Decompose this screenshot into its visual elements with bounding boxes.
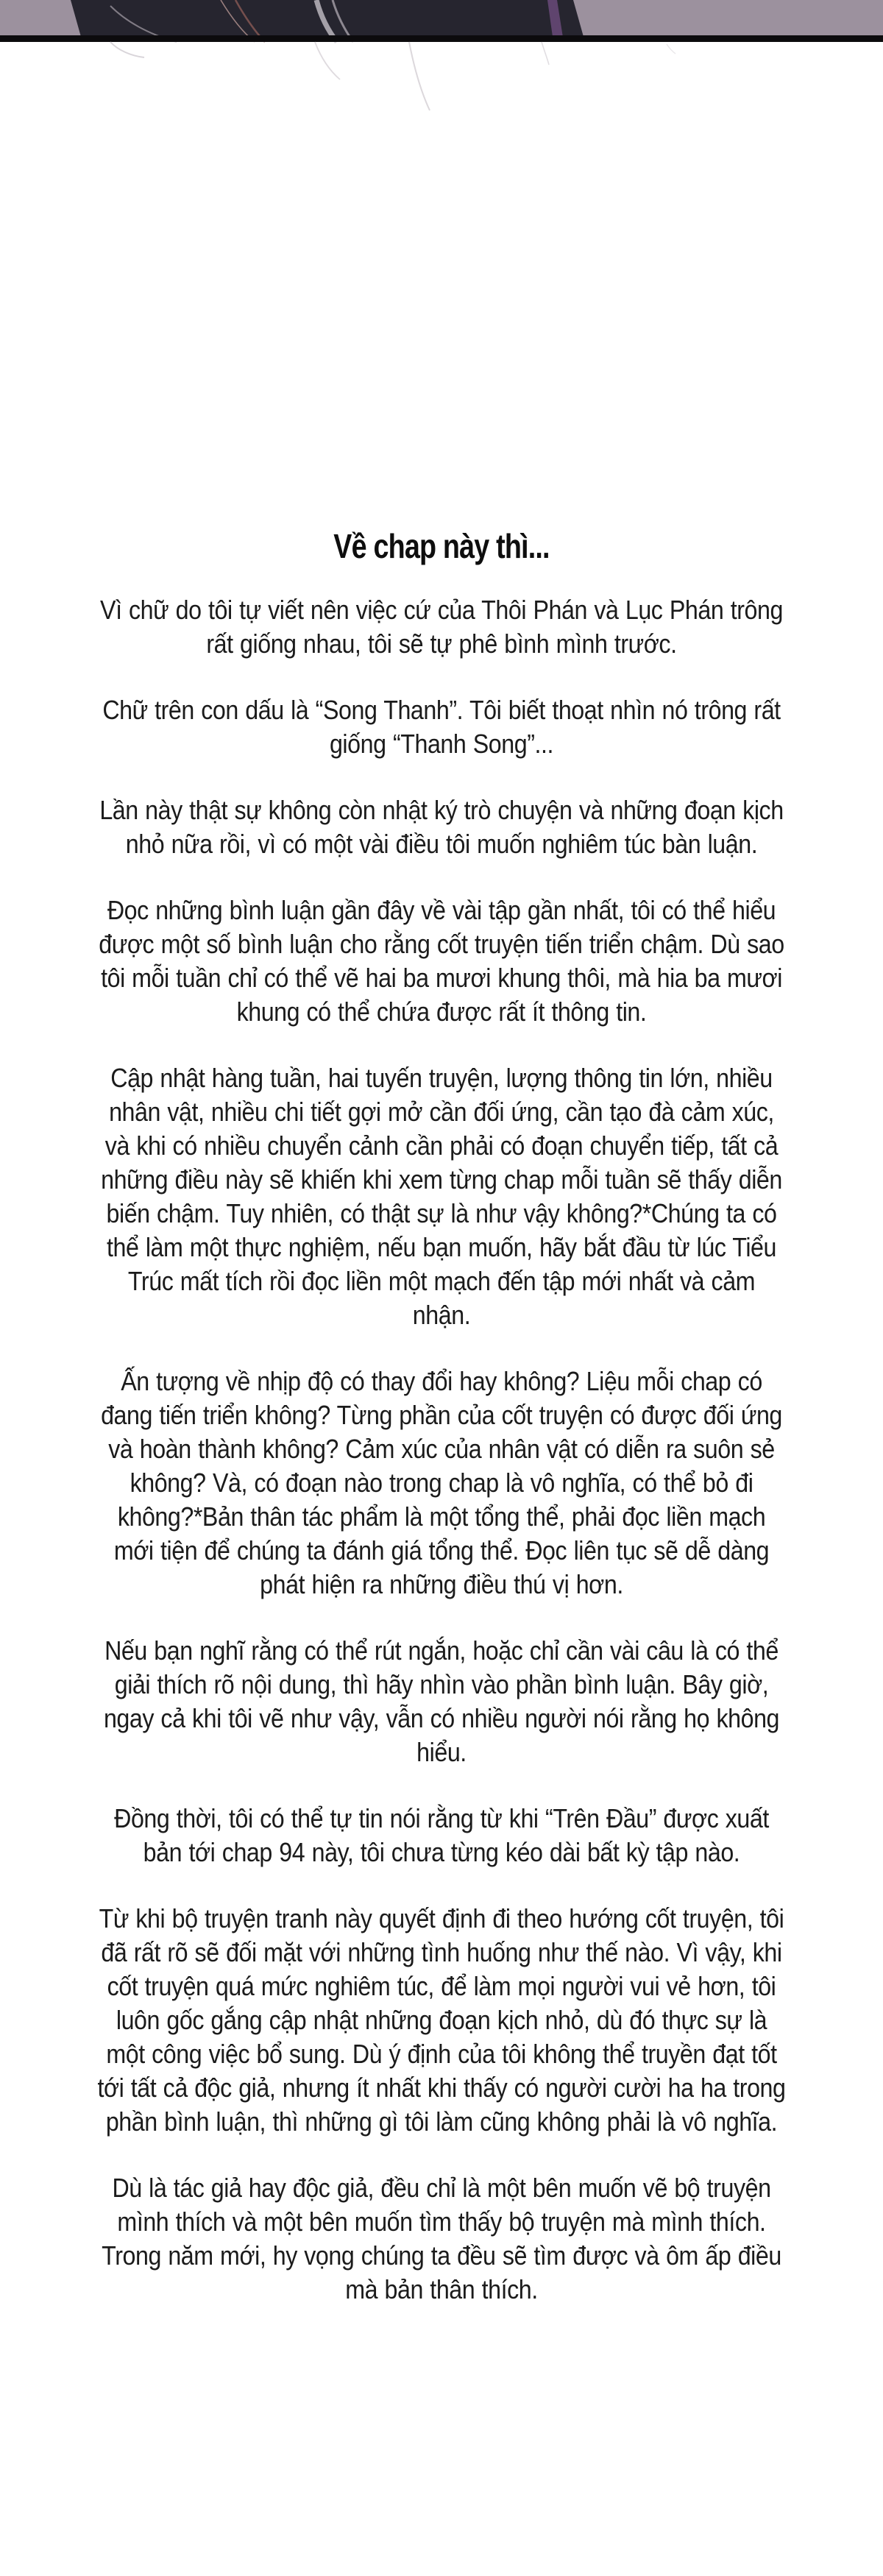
panel-divider [0, 35, 883, 42]
afterword-paragraph-1: Vì chữ do tôi tự viết nên việc cứ của Thôi Phán và Lục Phán trông rất giống nhau, tôi sẽ tự phê bình mình trước. [100, 595, 783, 659]
comic-panel-artwork [0, 0, 883, 140]
author-afterword [0, 527, 883, 2339]
afterword-paragraph-3: Lần này thật sự không còn nhật ký trò chuyện và những đoạn kịch nhỏ nữa rồi, vì có một vài điều tôi muốn nghiêm túc bàn luận. [99, 795, 784, 859]
afterword-paragraph-6: Ấn tượng về nhịp độ có thay đổi hay không? Liệu mỗi chap có đang tiến triển không? Từng phần của cốt truyện có được đối ứng và hoàn thành không? Cảm xúc của nhân vật có diễn ra suôn sẻ không? Và, có đoạn nào trong chap là vô nghĩa, có thể bỏ đi không?*Bản thân tác phẩm là một tổng thể, phải đọc liền mạch mới tiện để chúng ta đánh giá tổng thể. Đọc liên tục sẽ dễ dàng phát hiện ra những điều thú vị hơn. [101, 1366, 782, 1599]
afterword-paragraph-7: Nếu bạn nghĩ rằng có thể rút ngắn, hoặc chỉ cần vài câu là có thể giải thích rõ nội dung, thì hãy nhìn vào phần bình luận. Bây giờ, ngay cả khi tôi vẽ như vậy, vẫn có nhiều người nói rằng họ không hiểu. [103, 1635, 780, 1767]
afterword-paragraph-2: Chữ trên con dấu là “Song Thanh”. Tôi biết thoạt nhìn nó trông rất giống “Thanh Song”... [102, 695, 781, 759]
afterword-paragraph-9: Từ khi bộ truyện tranh này quyết định đi theo hướng cốt truyện, tôi đã rất rõ sẽ đối mặt với những tình huống như thế nào. Vì vậy, khi cốt truyện quá mức nghiêm túc, để làm mọi người vui vẻ hơn, tôi luôn gốc gắng cập nhật những đoạn kịch nhỏ, dù đó thực sự là một công việc bổ sung. Dù ý định của tôi không thể truyền đạt tốt tới tất cả độc giả, nhưng ít nhất khi thấy có người cười ha ha trong phần bình luận, thì những gì tôi làm cũng không phải là vô nghĩa. [97, 1903, 786, 2137]
afterword-paragraph-10: Dù là tác giả hay độc giả, đều chỉ là một bên muốn vẽ bộ truyện mình thích và một bên muốn tìm thấy bộ truyện mà mình thích. Trong năm mới, hy vọng chúng ta đều sẽ tìm được và ôm ấp điều mà bản thân thích. [102, 2173, 781, 2304]
comic-panel-svg [0, 0, 883, 140]
afterword-title: Về chap này thì... [333, 527, 550, 565]
afterword-paragraph-8: Đồng thời, tôi có thể tự tin nói rằng từ khi “Trên Đầu” được xuất bản tới chap 94 này, tôi chưa từng kéo dài bất kỳ tập nào. [114, 1803, 769, 1867]
afterword-text-column [96, 593, 787, 2307]
trailing-hair-strands [110, 42, 675, 110]
afterword-paragraph-5: Cập nhật hàng tuần, hai tuyến truyện, lượng thông tin lớn, nhiều nhân vật, nhiều chi tiết gợi mở cần đối ứng, cần tạo đà cảm xúc, và khi có nhiều chuyển cảnh cần phải có đoạn chuyển tiếp, tất cả những điều này sẽ khiến khi xem từng chap mỗi tuần sẽ thấy diễn biến chậm. Tuy nhiên, có thật sự là như vậy không?*Chúng ta có thể làm một thực nghiệm, nếu bạn muốn, hãy bắt đầu từ lúc Tiểu Trúc mất tích rồi đọc liền một mạch đến tập mới nhất và cảm nhận. [101, 1063, 782, 1330]
afterword-paragraph-4: Đọc những bình luận gần đây về vài tập gần nhất, tôi có thể hiểu được một số bình luận cho rằng cốt truyện tiến triển chậm. Dù sao tôi mỗi tuần chỉ có thể vẽ hai ba mươi khung thôi, mà hia ba mươi khung có thể chứa được rất ít thông tin. [99, 895, 784, 1027]
